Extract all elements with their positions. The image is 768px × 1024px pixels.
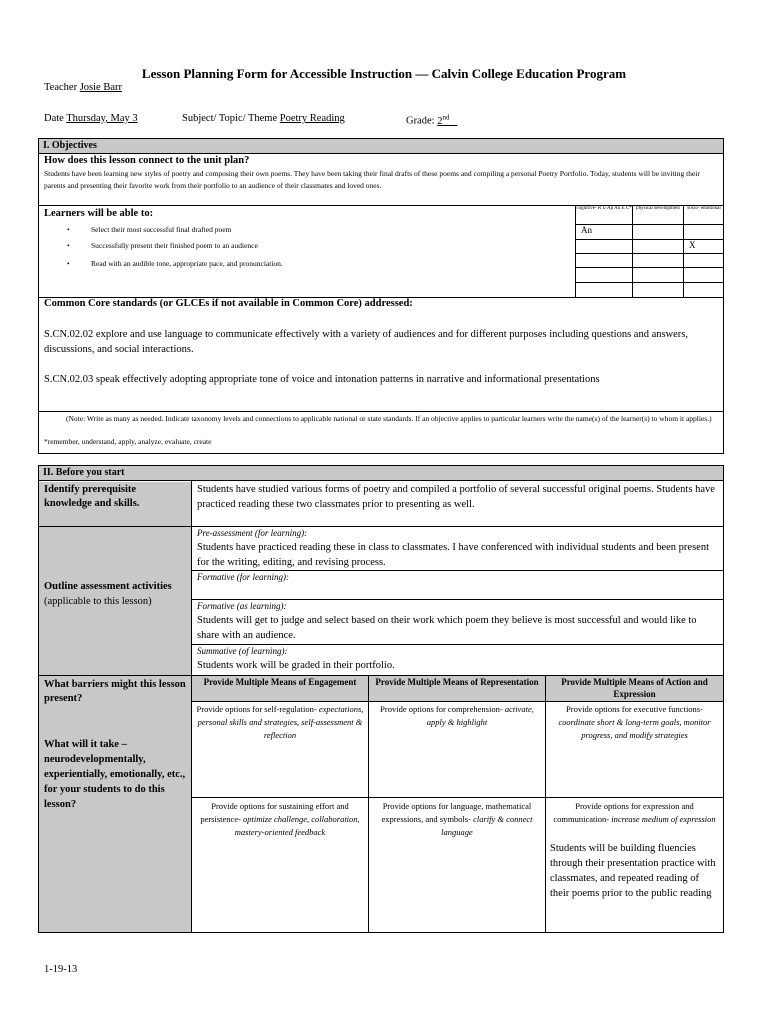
taxonomy-footnote: *remember, understand, apply, analyze, evaluate, create (44, 437, 212, 446)
objective-list (91, 224, 561, 270)
prereq-label: Identify prerequisite knowledge and skills. (44, 484, 140, 509)
cell-lead: Provide options for comprehension- (380, 704, 503, 714)
formative-for-label: Formative (for learning): (197, 572, 289, 582)
representation-row1 (373, 703, 541, 729)
prereq-text: Students have studied various forms of poetry and compiled a portfolio of several successful original poems. Students have practiced reading these two classmates prior to presenting as well. (197, 484, 715, 510)
what-it-takes-question: What will it take – neurodevelopmentally, experientially, emotionally, etc., for your students to do this lesson? (44, 739, 186, 810)
pre-assessment-text: Students have practiced reading these in class to classmates. I have conferenced with individual students and been present for the writing, editing, and revising process. (197, 542, 709, 568)
divider (368, 675, 369, 933)
assess-label: Outline assessment activities (44, 581, 172, 592)
standard-2: S.CN.02.03 speak effectively adopting appropriate tone of voice and intonation patterns in narrative and informational presentations (44, 374, 600, 385)
page-title: Lesson Planning Form for Accessible Instruction — Calvin College Education Program (141, 66, 627, 81)
cell-italic: optimize challenge, collaboration, mastery-oriented feedback (234, 814, 360, 837)
standard-1: S.CN.02.02 explore and use language to communicate effectively with a variety of audiences and for different purposes including questions and answers, discussions, and social interactions. (44, 329, 689, 355)
summative-text: Students work will be graded in their portfolio. (197, 660, 395, 671)
action-expression-header: Provide Multiple Means of Action and Expression (561, 677, 708, 699)
grade-suffix: nd (442, 113, 450, 121)
list-item: • Select their most successful final drafted poem (91, 224, 561, 236)
formative-as-label: Formative (as learning): (197, 601, 287, 611)
taxonomy-grid (575, 205, 724, 297)
footer-date: 1-19-13 (44, 964, 78, 975)
formative-as-text: Students will get to judge and select based on their work which poem they believe is most successful and would like to share with an audience. (197, 615, 697, 641)
action-row1 (550, 703, 719, 742)
col-header-cognitive: cognitive- R U Ap An E C* (576, 206, 632, 211)
summative-label: Summative (of learning): (197, 646, 288, 656)
date-label: Date (44, 113, 67, 124)
divider (191, 599, 724, 600)
cell-lead: Provide options for language, mathematical expressions, and symbols- (381, 801, 532, 824)
divider (191, 644, 724, 645)
col-header-socio: socio- emotional (687, 206, 721, 211)
cell-lead: Provide options for sustaining effort and persistence- (200, 801, 349, 824)
date-value: Thursday, May 3 (66, 113, 138, 124)
assess-sub: (applicable to this lesson) (44, 596, 152, 607)
grid-line (683, 205, 684, 297)
subject-label: Subject/ Topic/ Theme (182, 113, 280, 124)
teacher-line (44, 82, 122, 93)
divider (191, 570, 724, 571)
teacher-value: Josie Barr (79, 82, 122, 93)
divider (191, 701, 724, 702)
col-header-physical: physical development (636, 206, 680, 211)
grid-line (575, 224, 724, 225)
divider (191, 797, 724, 798)
teacher-label: Teacher (44, 82, 80, 93)
unit-connect-answer: Students have been learning new styles of poetry and composing their own poems. They have been taking their final drafts of these poems and compiling a personal Poetry Portfolio. Today, students will be inviting their parents and presenting their favorite work from their portfolio to an audience of their classmates and loved ones. (44, 169, 700, 190)
divider (191, 481, 192, 933)
cell-mark: An (581, 225, 592, 235)
grid-line (575, 267, 724, 268)
cell-italic: expectations, personal skills and strategies, self-assessment & reflection (197, 704, 364, 740)
divider (38, 526, 724, 527)
pre-assessment-label: Pre-assessment (for learning): (197, 528, 308, 538)
divider (545, 675, 546, 933)
grid-line (632, 205, 633, 297)
engagement-header: Provide Multiple Means of Engagement (203, 677, 357, 687)
date-line (44, 113, 138, 124)
objectives-note: (Note: Write as many as needed. Indicate taxonomy levels and connections to applicable national or state standards. If an objective applies to particular learners write the name(s) of the learner(s) to whom it applies.) (66, 414, 712, 423)
list-item: • Successfully present their finished poem to an audience (91, 240, 561, 252)
grid-line (575, 205, 576, 297)
grid-line (575, 282, 724, 283)
standards-label: Common Core standards (or GLCEs if not available in Common Core) addressed: (44, 298, 413, 309)
objectives-header: I. Objectives (39, 139, 723, 154)
subject-line (182, 113, 345, 124)
list-item: • Read with an audible tone, appropriate pace, and pronunciation. (91, 258, 561, 270)
cell-lead: Provide options for self-regulation- (196, 704, 317, 714)
engagement-row1 (196, 703, 364, 742)
representation-row2 (373, 800, 541, 839)
before-header: II. Before you start (39, 466, 723, 481)
cell-italic: increase medium of expression (611, 814, 716, 824)
grid-line (575, 253, 724, 254)
action-row2-extra: Students will be building fluencies through their presentation practice with classmates, and repeated reading of their poems prior to the public reading (550, 843, 716, 899)
divider (38, 411, 724, 412)
assess-label-group (44, 579, 186, 609)
cell-italic: clarify & connect language (441, 814, 533, 837)
cell-italic: activate, apply & highlight (426, 704, 534, 727)
subject-value: Poetry Reading (279, 113, 345, 124)
engagement-row2 (196, 800, 364, 839)
cell-mark: X (689, 240, 696, 250)
grade-label: Grade: (406, 115, 438, 127)
unit-connect-question: How does this lesson connect to the unit plan? (44, 155, 250, 166)
representation-header: Provide Multiple Means of Representation (375, 677, 539, 687)
grade-value (437, 113, 457, 127)
grade-number: 2 (437, 115, 443, 127)
grid-line (575, 239, 724, 240)
action-row2 (550, 800, 719, 826)
grade-line (406, 113, 457, 127)
cell-italic: coordinate short & long-term goals, monitor progress, and modify strategies (558, 717, 711, 740)
cell-lead: Provide options for expression and communication- (553, 801, 694, 824)
learners-label: Learners will be able to: (44, 208, 154, 219)
cell-lead: Provide options for executive functions- (566, 704, 703, 714)
barriers-question: What barriers might this lesson present? (44, 679, 186, 704)
